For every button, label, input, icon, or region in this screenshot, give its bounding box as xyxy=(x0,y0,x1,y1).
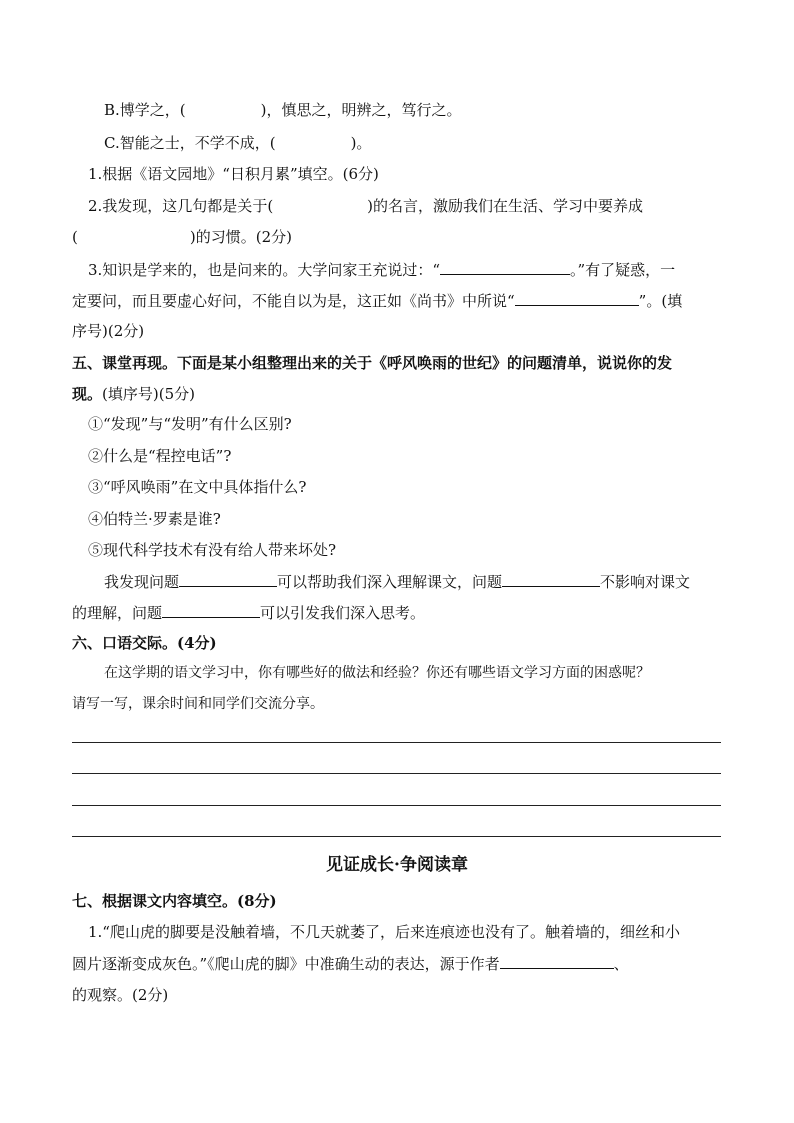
section-5-answer-text-b: 可以帮助我们深入理解课文，问题 xyxy=(277,573,503,591)
option-b-text-end: )，慎思之，明辨之，笃行之。 xyxy=(260,101,462,119)
question-list-item-4: ④伯特兰·罗素是谁? xyxy=(88,510,221,528)
question-3-text-b: 。”有了疑惑，一 xyxy=(569,261,676,279)
section-banner: 见证成长·争阅读章 xyxy=(326,855,468,875)
section-5-title-end: 现。 xyxy=(72,385,103,403)
section-5-title-note: (填序号)(5分) xyxy=(102,385,195,403)
question-2-line-2 xyxy=(72,226,292,248)
writing-line-3[interactable] xyxy=(72,805,721,806)
section-5-blank-3[interactable] xyxy=(162,601,260,618)
section-5-answer-text-e: 可以引发我们深入思考。 xyxy=(260,604,426,622)
section-5-answer-line-1 xyxy=(104,570,690,593)
option-b-line xyxy=(104,99,462,121)
question-list-item-1: ①“发现”与“发明”有什么区别? xyxy=(88,415,292,433)
question-3-line-2 xyxy=(72,289,682,312)
question-3-line-3: 序号)(2分) xyxy=(72,322,145,340)
section-7-q1-line-2 xyxy=(72,952,629,975)
writing-line-4[interactable] xyxy=(72,836,721,837)
section-6-prompt-line-2: 请写一写，课余时间和同学们交流分享。 xyxy=(72,696,324,712)
writing-line-1[interactable] xyxy=(72,742,721,743)
section-6-prompt-line-1: 在这学期的语文学习中，你有哪些好的做法和经验？你还有哪些语文学习方面的困惑呢？ xyxy=(104,665,650,681)
section-5-answer-text-c: 不影响对课文 xyxy=(600,573,691,591)
section-7-q1-text-c: 、 xyxy=(613,955,629,973)
section-5-answer-text-d: 的理解，问题 xyxy=(72,604,163,622)
question-2-text-start: 2.我发现，这几句都是关于( xyxy=(88,197,274,215)
writing-line-2[interactable] xyxy=(72,773,721,774)
section-7-blank-1[interactable] xyxy=(500,952,614,969)
question-1: 1.根据《语文园地》“日积月累”填空。(6分) xyxy=(88,165,379,183)
option-c-line xyxy=(104,132,371,154)
question-3-blank-2[interactable] xyxy=(515,289,639,306)
section-6-title: 六、口语交际。(4分) xyxy=(72,634,217,652)
question-2-line-1 xyxy=(88,195,643,217)
question-list-item-2: ②什么是“程控电话”? xyxy=(88,447,232,465)
option-c-text-end: )。 xyxy=(350,134,372,152)
question-3-line-1 xyxy=(88,258,675,281)
section-5-answer-line-2 xyxy=(72,601,425,624)
section-5-answer-text-a: 我发现问题 xyxy=(104,573,180,591)
section-5-blank-2[interactable] xyxy=(502,570,600,587)
option-b-text-start: B.博学之，( xyxy=(104,101,186,119)
section-5-title-line-1: 五、课堂再现。下面是某小组整理出来的关于《呼风唤雨的世纪》的问题清单，说说你的发 xyxy=(72,354,673,372)
section-7-q1-text-b: 圆片逐渐变成灰色。”《爬山虎的脚》中准确生动的表达，源于作者 xyxy=(72,955,500,973)
question-list-item-5: ⑤现代科学技术有没有给人带来坏处? xyxy=(88,541,337,559)
question-list-item-3: ③“呼风唤雨”在文中具体指什么? xyxy=(88,478,307,496)
section-5-title-line-2 xyxy=(72,383,195,405)
section-7-q1-line-3: 的观察。(2分) xyxy=(72,986,169,1004)
question-2-text-mid: )的名言，激励我们在生活、学习中要养成 xyxy=(367,197,644,215)
section-7-q1-line-1: 1.“爬山虎的脚要是没触着墙，不几天就萎了，后来连痕迹也没有了。触着墙的，细丝和小 xyxy=(88,923,680,941)
question-3-text-a: 3.知识是学来的，也是问来的。大学问家王充说过：“ xyxy=(88,261,440,279)
question-3-blank-1[interactable] xyxy=(440,258,570,275)
section-5-blank-1[interactable] xyxy=(179,570,277,587)
question-3-text-c: 定要问，而且要虚心好问，不能自以为是，这正如《尚书》中所说“ xyxy=(72,292,515,310)
question-2-text-end: )的习惯。(2分) xyxy=(189,228,292,246)
option-c-text-start: C.智能之士，不学不成，( xyxy=(104,134,276,152)
question-2-paren-open: ( xyxy=(72,228,78,246)
question-3-text-d: ”。(填 xyxy=(638,292,683,310)
section-7-title: 七、根据课文内容填空。(8分) xyxy=(72,892,277,910)
